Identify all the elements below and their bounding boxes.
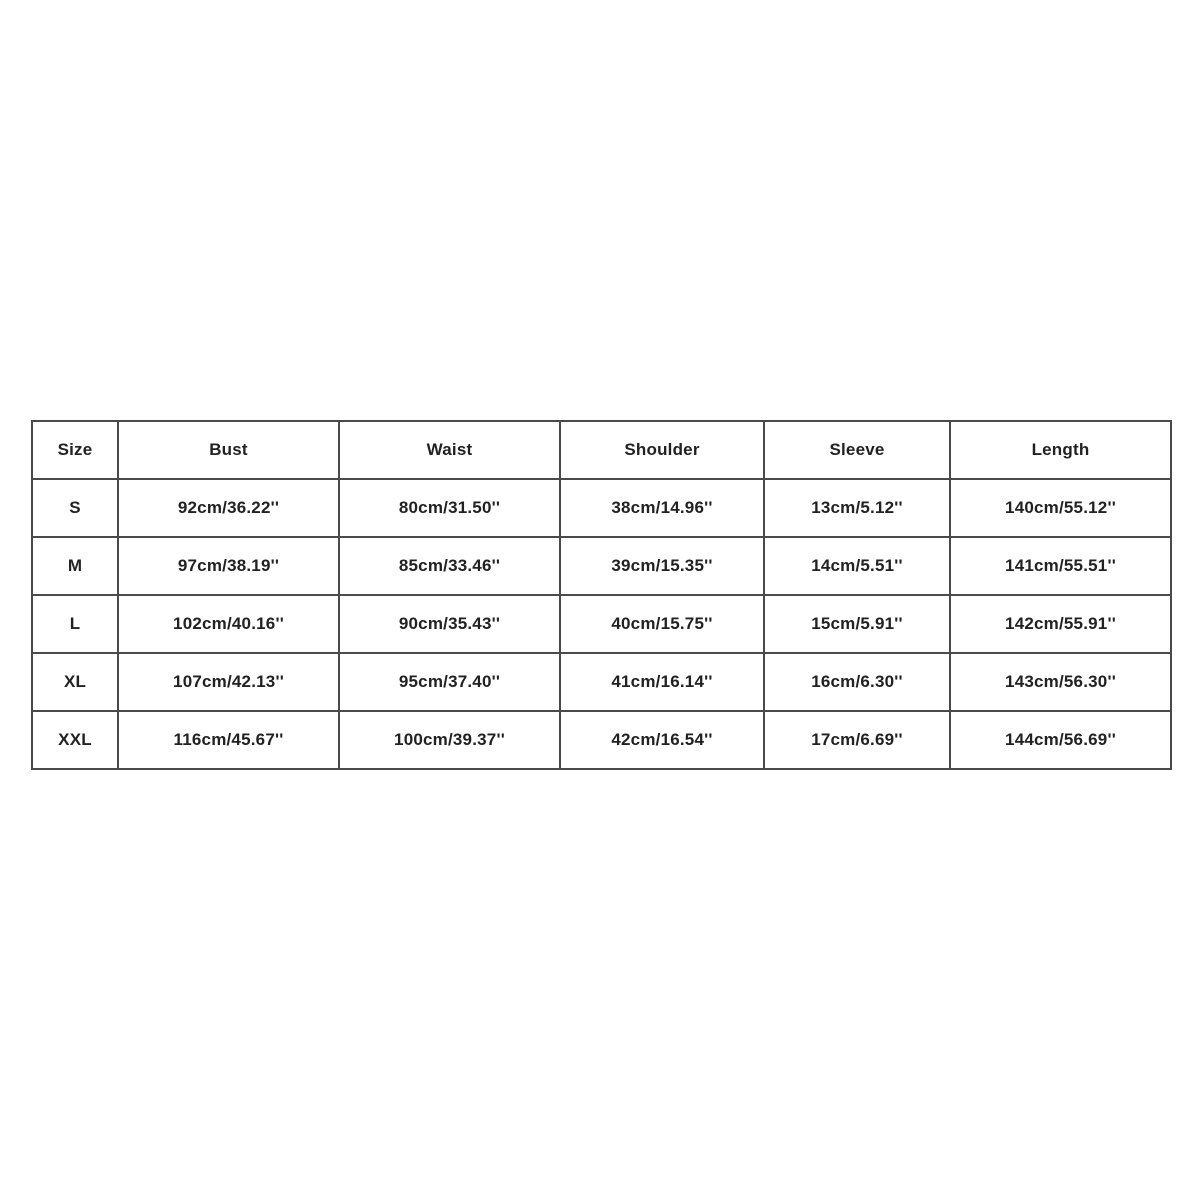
cell-bust: 97cm/38.19'' <box>118 537 339 595</box>
cell-shoulder: 39cm/15.35'' <box>560 537 764 595</box>
table-row <box>32 711 1171 769</box>
table-row <box>32 595 1171 653</box>
table-row <box>32 537 1171 595</box>
cell-bust: 102cm/40.16'' <box>118 595 339 653</box>
cell-size: M <box>32 537 118 595</box>
cell-length: 144cm/56.69'' <box>950 711 1171 769</box>
cell-sleeve: 16cm/6.30'' <box>764 653 950 711</box>
size-chart-table <box>31 420 1172 770</box>
header-bust: Bust <box>118 421 339 479</box>
cell-sleeve: 13cm/5.12'' <box>764 479 950 537</box>
table-row <box>32 653 1171 711</box>
cell-sleeve: 17cm/6.69'' <box>764 711 950 769</box>
cell-shoulder: 38cm/14.96'' <box>560 479 764 537</box>
cell-length: 141cm/55.51'' <box>950 537 1171 595</box>
cell-bust: 116cm/45.67'' <box>118 711 339 769</box>
cell-waist: 90cm/35.43'' <box>339 595 560 653</box>
cell-length: 142cm/55.91'' <box>950 595 1171 653</box>
cell-size: XL <box>32 653 118 711</box>
table-header-row <box>32 421 1171 479</box>
cell-waist: 100cm/39.37'' <box>339 711 560 769</box>
cell-shoulder: 41cm/16.14'' <box>560 653 764 711</box>
header-sleeve: Sleeve <box>764 421 950 479</box>
cell-bust: 92cm/36.22'' <box>118 479 339 537</box>
cell-bust: 107cm/42.13'' <box>118 653 339 711</box>
header-length: Length <box>950 421 1171 479</box>
cell-waist: 95cm/37.40'' <box>339 653 560 711</box>
cell-length: 140cm/55.12'' <box>950 479 1171 537</box>
cell-size: S <box>32 479 118 537</box>
header-waist: Waist <box>339 421 560 479</box>
cell-size: XXL <box>32 711 118 769</box>
cell-waist: 85cm/33.46'' <box>339 537 560 595</box>
cell-waist: 80cm/31.50'' <box>339 479 560 537</box>
table-row <box>32 479 1171 537</box>
cell-sleeve: 15cm/5.91'' <box>764 595 950 653</box>
cell-length: 143cm/56.30'' <box>950 653 1171 711</box>
cell-shoulder: 42cm/16.54'' <box>560 711 764 769</box>
cell-shoulder: 40cm/15.75'' <box>560 595 764 653</box>
cell-size: L <box>32 595 118 653</box>
header-size: Size <box>32 421 118 479</box>
header-shoulder: Shoulder <box>560 421 764 479</box>
cell-sleeve: 14cm/5.51'' <box>764 537 950 595</box>
